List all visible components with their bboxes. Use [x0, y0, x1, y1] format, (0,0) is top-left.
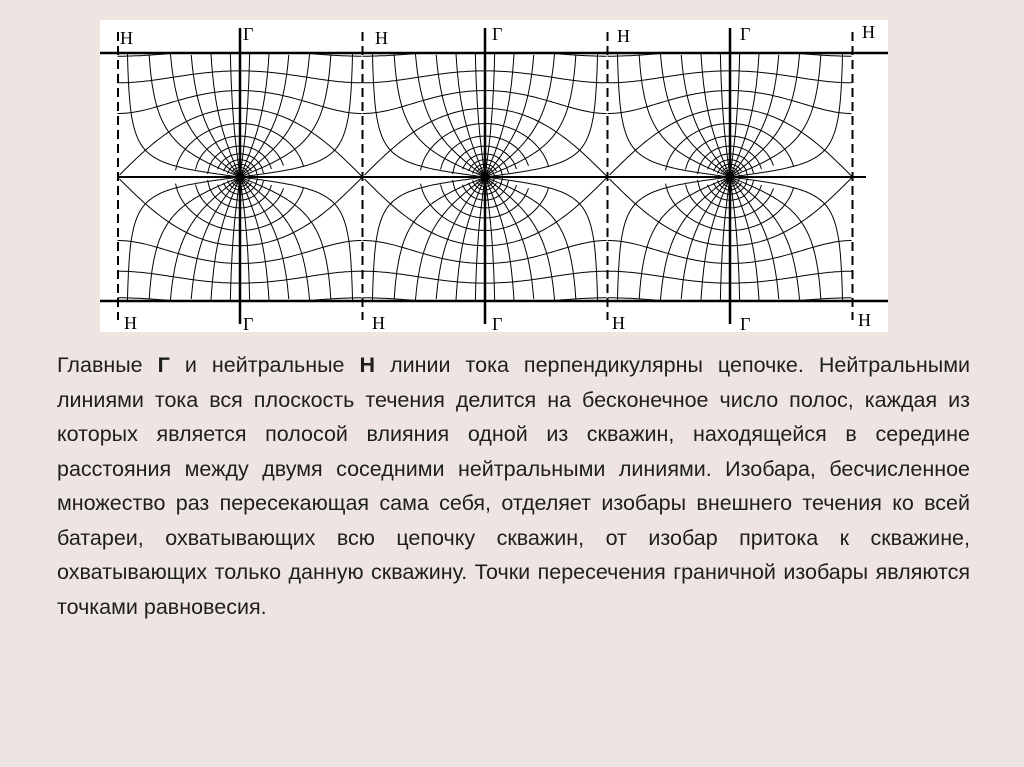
neutral-label-bottom-0: Н	[124, 313, 137, 332]
streamline-1-9	[416, 54, 486, 177]
streamline-0-2	[240, 54, 310, 177]
caption-main-letter: Г	[157, 353, 170, 377]
streamline-0-18	[240, 177, 250, 301]
neutral-label-top-0: Н	[120, 28, 133, 48]
caption-text	[57, 348, 970, 624]
caption-part-1: Главные	[57, 353, 158, 377]
streamline-1-14	[416, 177, 486, 300]
streamline-1-17	[475, 177, 485, 301]
main-label-top-2: Г	[740, 24, 751, 44]
streamline-2-6	[720, 54, 730, 178]
caption-neutral-letter: Н	[359, 353, 376, 377]
streamline-1-5	[485, 54, 495, 178]
streamline-0-6	[230, 54, 240, 178]
caption-part-3: линии тока перпендикулярны цепочке. Нейтральными линиями тока вся плоскость течения делится на бесконечное число полос, каждая из которых является полосой влияния одной из скважин, находящейся в середине расстояния между двумя соседними нейтральными линиями. Изобара, бесчисленное множество раз пересекающая сама себя, отделяет изобары внешнего течения ко всей батареи, охватывающих всю цепочку скважин, от изобар притока к скважине, охватывающих только данную скважину. Точки пересечения граничной изобары являются точками равновесия.	[57, 353, 970, 619]
main-label-bottom-1: Г	[492, 314, 503, 332]
main-label-top-0: Г	[243, 24, 254, 44]
main-label-top-1: Г	[492, 24, 503, 44]
streamline-2-2	[730, 54, 800, 177]
neutral-label-top-3: Н	[862, 22, 875, 42]
streamline-2-18	[730, 177, 740, 301]
neutral-label-bottom-2: Н	[612, 313, 625, 332]
main-label-bottom-2: Г	[740, 314, 751, 332]
streamline-1-21	[485, 177, 555, 300]
flow-net-diagram	[100, 20, 888, 332]
streamline-2-21	[730, 177, 800, 300]
streamline-1-18	[485, 177, 495, 301]
streamline-1-6	[475, 54, 485, 178]
streamline-2-14	[661, 177, 731, 300]
streamline-2-17	[720, 177, 730, 301]
neutral-label-bottom-1: Н	[372, 313, 385, 332]
well-0	[236, 173, 245, 182]
streamline-2-5	[730, 54, 740, 178]
main-label-bottom-0: Г	[243, 314, 254, 332]
neutral-label-top-2: Н	[617, 26, 630, 46]
streamline-0-17	[230, 177, 240, 301]
streamline-0-5	[240, 54, 250, 178]
streamline-1-2	[485, 54, 555, 177]
well-2	[726, 173, 735, 182]
caption-part-2: и нейтральные	[169, 353, 360, 377]
well-1	[481, 173, 490, 182]
streamline-0-9	[171, 54, 241, 177]
streamline-2-9	[661, 54, 731, 177]
flow-net-svg	[100, 20, 888, 332]
streamline-0-14	[171, 177, 241, 300]
neutral-label-bottom-3: Н	[858, 310, 871, 330]
streamline-0-21	[240, 177, 310, 300]
neutral-label-top-1: Н	[375, 28, 388, 48]
